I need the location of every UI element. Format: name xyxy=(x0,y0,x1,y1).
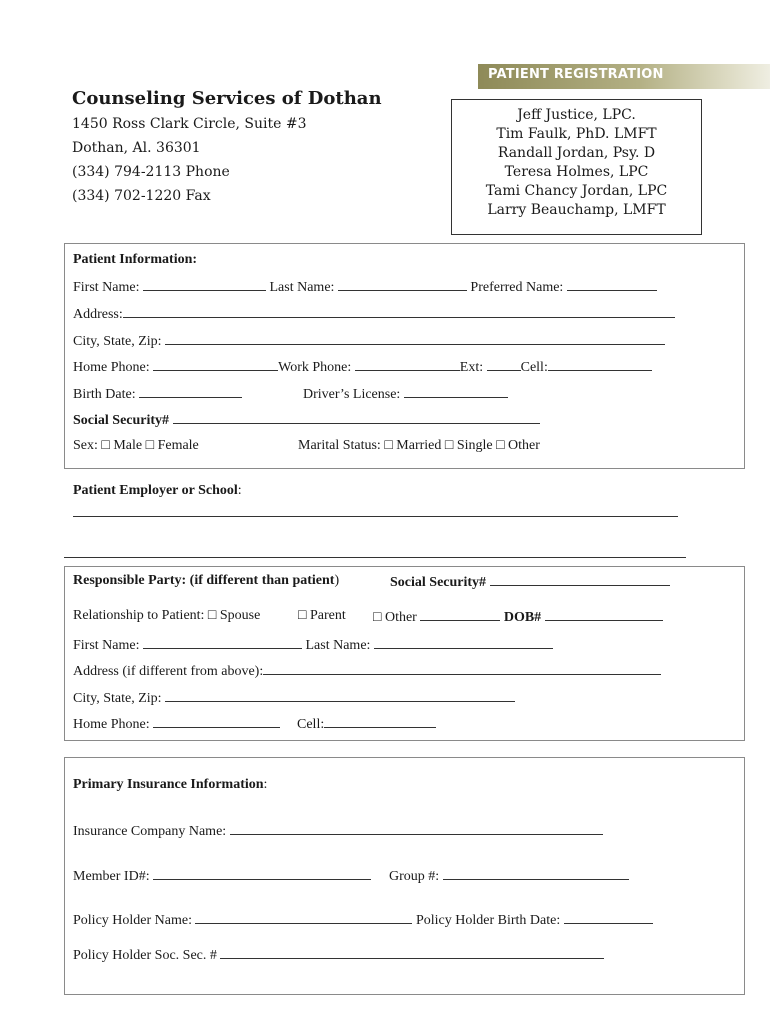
patient-address-row xyxy=(73,305,675,323)
relationship-other-option[interactable]: □ Other xyxy=(373,610,417,625)
group-row xyxy=(389,867,629,885)
policy-holder-birth-date-field[interactable] xyxy=(564,911,653,924)
insurance-heading-text: Primary Insurance Information xyxy=(73,777,264,792)
work-phone-field[interactable] xyxy=(355,358,460,371)
staff-member: Tami Chancy Jordan, LPC xyxy=(485,183,668,199)
employer-field[interactable] xyxy=(73,516,678,517)
insurance-company-row xyxy=(73,822,603,840)
patient-city-row xyxy=(73,332,665,350)
dob-label: DOB# xyxy=(503,610,542,625)
first-name-label: First Name: xyxy=(73,280,140,295)
work-phone-label: Work Phone: xyxy=(278,360,352,375)
org-address-line1: 1450 Ross Clark Circle, Suite #3 xyxy=(72,116,307,132)
responsible-address-field[interactable] xyxy=(263,662,661,675)
preferred-name-label: Preferred Name: xyxy=(470,280,564,295)
responsible-home-phone-field[interactable] xyxy=(153,715,280,728)
insurance-company-label: Insurance Company Name: xyxy=(73,824,227,839)
cell-label: Cell: xyxy=(520,360,548,375)
address-label: Address: xyxy=(73,307,123,322)
responsible-city-state-zip-label: City, State, Zip: xyxy=(73,691,162,706)
patient-name-row xyxy=(73,278,657,296)
insurance-heading-colon: : xyxy=(263,777,268,792)
employer-heading-text: Patient Employer or School xyxy=(73,483,238,498)
responsible-cell-row xyxy=(297,715,436,733)
responsible-last-name-label: Last Name: xyxy=(305,638,371,653)
responsible-phone-row xyxy=(73,715,280,733)
address-field[interactable] xyxy=(123,305,675,318)
insurance-company-field[interactable] xyxy=(230,822,603,835)
birth-date-label: Birth Date: xyxy=(73,387,136,402)
marital-status-options[interactable]: Marital Status: □ Married □ Single □ Other xyxy=(298,438,540,453)
preferred-name-field[interactable] xyxy=(567,278,657,291)
org-phone: (334) 794-2113 Phone xyxy=(72,164,230,180)
responsible-name-row xyxy=(73,636,553,654)
staff-member: Larry Beauchamp, LMFT xyxy=(487,202,666,218)
policy-holder-ssn-field[interactable] xyxy=(220,946,604,959)
org-name: Counseling Services of Dothan xyxy=(72,88,382,109)
staff-member: Teresa Holmes, LPC xyxy=(504,164,649,180)
responsible-first-name-field[interactable] xyxy=(143,636,302,649)
responsible-home-phone-label: Home Phone: xyxy=(73,717,150,732)
responsible-ssn-row xyxy=(390,573,670,591)
responsible-ssn-field[interactable] xyxy=(490,573,670,586)
last-name-label: Last Name: xyxy=(269,280,335,295)
patient-phone-row xyxy=(73,358,652,376)
responsible-address-row xyxy=(73,662,661,680)
staff-member: Randall Jordan, Psy. D xyxy=(497,145,656,161)
relationship-spouse-option[interactable]: Relationship to Patient: □ Spouse xyxy=(73,608,261,623)
relationship-other-row xyxy=(373,608,663,626)
home-phone-field[interactable] xyxy=(153,358,278,371)
home-phone-label: Home Phone: xyxy=(73,360,150,375)
last-name-field[interactable] xyxy=(338,278,467,291)
responsible-last-name-field[interactable] xyxy=(374,636,553,649)
group-label: Group #: xyxy=(389,869,440,884)
patient-ssn-row xyxy=(73,411,540,429)
relationship-other-field[interactable] xyxy=(420,608,500,621)
patient-info-section xyxy=(64,243,745,469)
staff-member: Tim Faulk, PhD. LMFT xyxy=(496,126,657,142)
member-id-label: Member ID#: xyxy=(73,869,150,884)
ext-field[interactable] xyxy=(487,358,521,371)
sex-options[interactable]: Sex: □ Male □ Female xyxy=(73,438,199,453)
cell-field[interactable] xyxy=(548,358,652,371)
policy-holder-ssn-label: Policy Holder Soc. Sec. # xyxy=(73,948,217,963)
policy-holder-ssn-row xyxy=(73,946,604,964)
birth-date-row xyxy=(73,385,242,403)
policy-holder-name-field[interactable] xyxy=(195,911,412,924)
drivers-license-row xyxy=(303,385,508,403)
responsible-party-heading-paren: ) xyxy=(334,573,340,588)
drivers-license-field[interactable] xyxy=(404,385,508,398)
staff-member: Jeff Justice, LPC. xyxy=(517,107,636,123)
employer-heading-colon: : xyxy=(237,483,242,498)
relationship-parent-option[interactable]: □ Parent xyxy=(298,608,346,623)
org-fax: (334) 702-1220 Fax xyxy=(72,188,211,204)
responsible-city-state-zip-field[interactable] xyxy=(165,689,515,702)
ssn-field[interactable] xyxy=(173,411,540,424)
member-id-field[interactable] xyxy=(153,867,371,880)
city-state-zip-label: City, State, Zip: xyxy=(73,334,162,349)
drivers-license-label: Driver’s License: xyxy=(303,387,401,402)
responsible-party-heading xyxy=(73,573,339,589)
member-id-row xyxy=(73,867,371,885)
insurance-heading xyxy=(73,777,267,793)
staff-list-box xyxy=(451,99,702,235)
policy-holder-name-label: Policy Holder Name: xyxy=(73,913,192,928)
employer-heading xyxy=(73,483,242,499)
responsible-party-heading-text: Responsible Party: (if different than patient xyxy=(73,573,335,588)
policy-holder-row xyxy=(73,911,653,929)
birth-date-field[interactable] xyxy=(139,385,242,398)
responsible-first-name-label: First Name: xyxy=(73,638,140,653)
form-title: PATIENT REGISTRATION xyxy=(488,67,664,82)
org-address-line2: Dothan, Al. 36301 xyxy=(72,140,201,156)
patient-info-heading: Patient Information: xyxy=(73,252,198,267)
responsible-cell-field[interactable] xyxy=(324,715,436,728)
ext-label: Ext: xyxy=(459,360,484,375)
group-field[interactable] xyxy=(443,867,629,880)
section-divider xyxy=(64,557,686,558)
dob-field[interactable] xyxy=(545,608,663,621)
policy-holder-birth-date-label: Policy Holder Birth Date: xyxy=(415,913,561,928)
ssn-label: Social Security# xyxy=(73,413,170,428)
responsible-city-row xyxy=(73,689,515,707)
city-state-zip-field[interactable] xyxy=(165,332,665,345)
responsible-ssn-label: Social Security# xyxy=(390,575,487,590)
first-name-field[interactable] xyxy=(143,278,266,291)
responsible-cell-label: Cell: xyxy=(297,717,325,732)
form-title-banner xyxy=(478,64,770,89)
responsible-address-label: Address (if different from above): xyxy=(73,664,264,679)
